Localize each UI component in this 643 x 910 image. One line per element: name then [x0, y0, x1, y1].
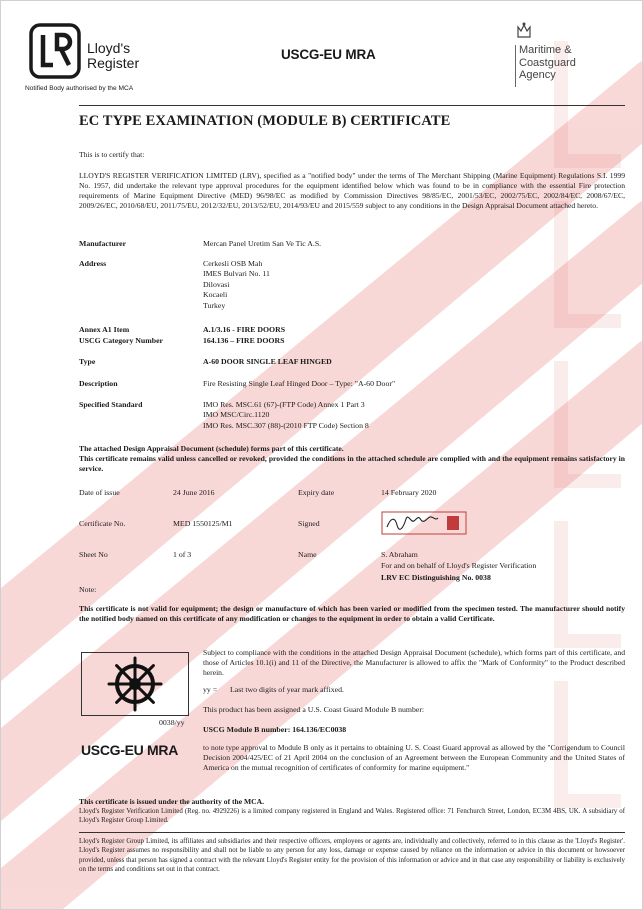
annex-value: A.1/3.16 - FIRE DOORS	[203, 325, 286, 334]
uscg-assigned-text: This product has been assigned a U.S. Coast Guard Module B number:	[203, 705, 425, 714]
type-label: Type	[79, 357, 96, 366]
annex-label: Annex A1 Item	[79, 325, 130, 334]
validity-warning: This certificate is not valid for equipment; the design or manufacture of which has been varied or modified from the specimen tested. The manufacturer should notify the notified body named on this certificate of any modification or changes to the equipment in order to obtain a valid Certificate.	[79, 604, 625, 623]
expiry-label: Expiry date	[298, 488, 335, 497]
address-line: Turkey	[203, 300, 226, 310]
uscg-category-label: USCG Category Number	[79, 336, 164, 345]
address-line: Cerkesli OSB Mah	[203, 259, 263, 268]
on-behalf-text: For and on behalf of Lloyd's Register Verification	[381, 561, 537, 570]
company-info: Lloyd's Register Verification Limited (Reg. no. 4929226) is a limited company registered in England and Wales. Registered office: 71 Fenchurch Street, London, EC3M 4BS, UK. A subsidiary of Lloyd's Register Group Limited.	[79, 808, 625, 825]
lr-logo-line1: Lloyd's	[87, 40, 131, 56]
standard-line: IMO MSC/Circ.1120	[203, 410, 270, 420]
yy-value: Last two digits of year mark affixed.	[230, 685, 344, 694]
signed-label: Signed	[298, 519, 320, 528]
manufacturer-value: Mercan Panel Uretim San Ve Tic A.S.	[203, 239, 322, 248]
attached-statement-2: This certificate remains valid unless cancelled or revoked, provided the conditions in the attached schedule are complied with and the equipment remains satisfactory in service.	[79, 454, 625, 473]
note-label: Note:	[79, 585, 97, 594]
lr-logo	[21, 23, 171, 95]
header-title: USCG-EU MRA	[281, 47, 376, 62]
manufacturer-label: Manufacturer	[79, 239, 127, 248]
mca-logo	[511, 19, 631, 91]
wheel-mark-box	[81, 652, 189, 716]
uscg-category-value: 164.136 – FIRE DOORS	[203, 336, 285, 345]
standard-value	[203, 400, 369, 431]
certificate-title: EC TYPE EXAMINATION (MODULE B) CERTIFICATE	[79, 113, 451, 129]
standard-label: Specified Standard	[79, 400, 143, 409]
mra-logo: USCG-EU MRA	[81, 742, 179, 758]
notified-body-note: Notified Body authorised by the MCA	[25, 85, 134, 92]
distinguishing-number: LRV EC Distinguishing No. 0038	[381, 573, 491, 582]
footer-divider	[79, 832, 625, 833]
type-value: A-60 DOOR SINGLE LEAF HINGED	[203, 357, 332, 366]
attached-statement-1: The attached Design Appraisal Document (schedule) forms part of this certificate.	[79, 444, 344, 453]
name-value: S. Abraham	[381, 550, 418, 559]
uscg-module-b-number: USCG Module B number: 164.136/EC0038	[203, 725, 347, 734]
name-label: Name	[298, 550, 317, 559]
wheel-mark-code: 0038/yy	[159, 718, 185, 727]
lr-logo-line2: Register	[87, 55, 140, 71]
sheet-value: 1 of 3	[173, 550, 192, 559]
crown-crest-icon	[516, 21, 532, 43]
authority-line: This certificate is issued under the authority of the MCA.	[79, 797, 265, 806]
yy-label: yy =	[203, 685, 218, 694]
description-value: Fire Resisting Single Leaf Hinged Door – Type: "A-60 Door"	[203, 379, 396, 388]
sheet-label: Sheet No	[79, 550, 108, 559]
ship-wheel-icon	[107, 656, 163, 712]
mca-line1: Maritime &	[519, 44, 572, 56]
signature-stamp	[381, 509, 467, 537]
disclaimer: Lloyd's Register Group Limited, its affiliates and subsidiaries and their respective officers, employees or agents are, individually and collectively, referred to in this clause as the 'Lloyd's Register'. Lloyd's Register assumes no responsibility and shall not be liable to any person for any loss, damage or expense caused by reliance on the information or advice in this document or howsoever provided, unless that person has signed a contract with the relevant Lloyd's Register entity for the provision of this information or advice and in that case any responsibility or liability is exclusively on the terms and conditions set out in that contract.	[79, 838, 625, 874]
certify-paragraph: LLOYD'S REGISTER VERIFICATION LIMITED (LRV), specified as a "notified body" under the terms of The Merchant Shipping (Marine Equipment) Regulations S.I. 1999 No. 1957, did undertake the relevant type approval procedures for the equipment identified below which was found to be in compliance with the essential Fire protection requirements of Marine Equipment Directive (MED) 96/98/EC as modified by Commission Directives 98/85/EC, 2001/53/EC, 2002/75/EC, 2002/84/EC, 2008/67/EC, 2009/26/EC, 2010/68/EU, 2011/75/EU, 2012/32/EU, 2013/52/EU, 2014/93/EU and 2015/559 subject to any conditions in the Design Appraisal Document attached hereto.	[79, 171, 625, 210]
issue-value: 24 June 2016	[173, 488, 215, 497]
address-line: Kocaeli	[203, 290, 228, 300]
address-value	[203, 259, 270, 311]
cert-no-label: Certificate No.	[79, 519, 126, 528]
description-label: Description	[79, 379, 118, 388]
intro-text: This is to certify that:	[79, 150, 145, 159]
mca-line2: Coastguard	[519, 56, 576, 69]
uscg-paragraph: to note type approval to Module B only as it pertains to obtaining U. S. Coast Guard approval as allowed by the "Corrigendum to Council Decision 2004/425/EC of 21 April 2004 on the conclusion of an Agreement between the European Community and the United States of America on the mutual recognition of certificates of conformity for marine equipment."	[203, 743, 625, 772]
address-line: IMES Bulvari No. 11	[203, 269, 270, 279]
address-line: Dilovasi	[203, 279, 230, 289]
standard-line: IMO Res. MSC.307 (88)-(2010 FTP Code) Section 8	[203, 420, 369, 430]
lr-mark-icon	[29, 23, 81, 79]
compliance-paragraph: Subject to compliance with the conditions in the attached Design Appraisal Document (schedule), which forms part of this certificate, and those of Articles 10.1(i) and 11 of the Directive, the Manufacturer is allowed to affix the "Mark of Conformity" to the Product described herein.	[203, 648, 625, 677]
standard-line: IMO Res. MSC.61 (67)-(FTP Code) Annex 1 Part 3	[203, 400, 365, 409]
header-divider	[79, 105, 625, 106]
issue-label: Date of issue	[79, 488, 120, 497]
cert-no-value: MED 1550125/M1	[173, 519, 233, 528]
expiry-value: 14 February 2020	[381, 488, 437, 497]
mca-line3: Agency	[519, 69, 556, 81]
address-label: Address	[79, 259, 107, 268]
